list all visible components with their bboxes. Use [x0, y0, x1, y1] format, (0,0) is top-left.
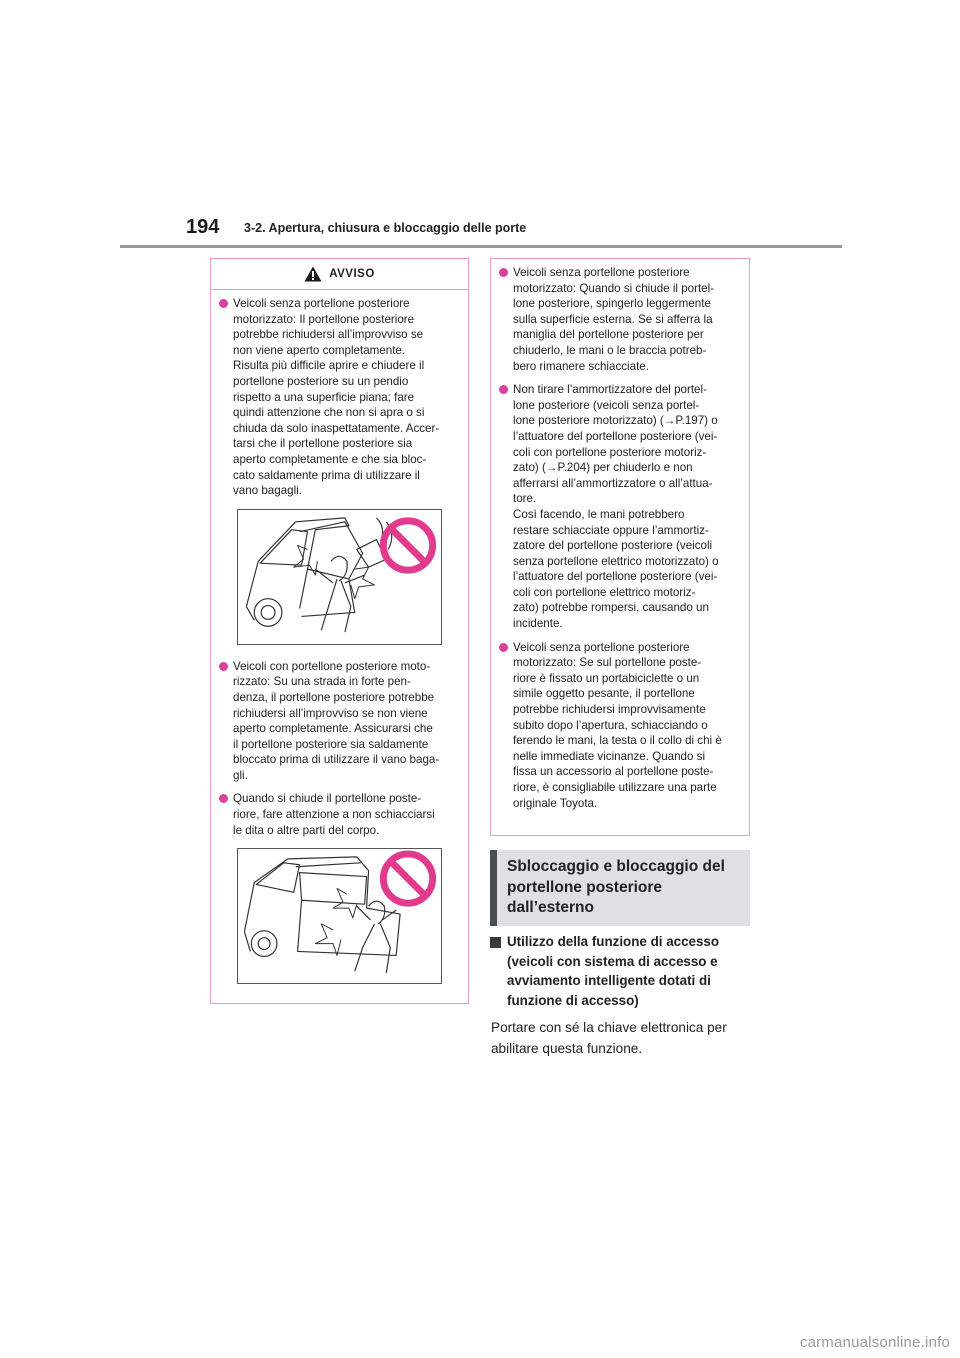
prohibition-icon [383, 854, 432, 903]
warning-item [219, 791, 460, 838]
page-number: 194 [186, 216, 220, 238]
warning-item [219, 659, 460, 784]
warning-item [219, 296, 460, 499]
subsection-heading [490, 932, 752, 1010]
warning-item [499, 265, 741, 374]
warning-item [499, 640, 741, 812]
warning-item-text: Veicoli senza portellone posteriore motorizzato: Quando si chiude il portel- lone posteriore, spingerlo leggermente sulla superficie esterna. Se si afferra la maniglia del portellone posteriore per chiuderlo, le mani o le braccia potreb- bero rimanere schiacciate. [513, 266, 715, 373]
tailgate-slope-illustration [237, 509, 442, 645]
bullet-icon [499, 268, 508, 277]
warning-title: AVVISO [329, 268, 375, 280]
warning-item [499, 382, 741, 632]
warning-triangle-icon [304, 266, 322, 282]
bullet-icon [219, 662, 228, 671]
bullet-icon [499, 643, 508, 652]
warning-item-text: Quando si chiude il portellone poste- riore, fare attenzione a non schiacciarsi le dita o altre parti del corpo. [233, 792, 435, 837]
prohibition-icon [383, 521, 432, 570]
subsection-body: Portare con sé la chiave elettronica per abilitare questa funzione. [491, 1020, 727, 1056]
subsection-title: Utilizzo della funzione di accesso (veicoli con sistema di accesso e avviamento intelligente dotati di funzione di accesso) [507, 934, 720, 1008]
chapter-title: 3-2. Apertura, chiusura e bloccaggio delle porte [244, 221, 527, 235]
section-header [490, 850, 750, 926]
bullet-icon [219, 794, 228, 803]
bullet-icon [499, 385, 508, 394]
warning-item-text: Veicoli senza portellone posteriore motorizzato: Se sul portellone poste- riore è fissato un portabiciclette o un simile oggetto pesante, il portellone potrebbe richiudersi improvvisamente subito dopo l’apertura, schiacciando o ferendo le mani, la testa o il collo di chi è nelle immediate vicinanze. Quando si fissa un accessorio al portellone poste- riore, è consigliabile utilizzare una parte originale Toyota. [513, 640, 722, 810]
finger-pinch-drawing [238, 849, 441, 983]
warning-header [211, 259, 468, 290]
finger-pinch-illustration [237, 848, 442, 984]
warning-box-right [490, 258, 750, 836]
header-rule [120, 245, 842, 248]
warning-item-text: Veicoli con portellone posteriore moto- rizzato: Su una strada in forte pen- denza, il portellone posteriore potrebbe richiudersi all’improvviso se non viene aperto completamente. Assicurarsi che il portellone posteriore sia saldamente bloccato prima di utilizzare il vano baga- gli. [233, 659, 440, 782]
warning-item-text: Non tirare l’ammortizzatore del portel- lone posteriore (veicoli senza portel- lone posteriore motorizzato) (→P.197) o l’attuatore del portellone posteriore (vei- coli con portellone posteriore motoriz- zato) (→P.204) per chiuderlo e non afferrarsi all’ammortizzatore o all’attua- tore. Così facendo, le mani potrebbero restare schiacciate oppure l’ammortiz- zatore del portellone posteriore (veicoli senza portellone elettrico motorizzato) o l’attuatore del portellone posteriore (vei- coli con portellone elettrico motoriz- zato) potrebbe rompersi, causando un incidente. [513, 383, 719, 631]
warning-box-left [210, 258, 469, 1004]
square-bullet-icon [490, 937, 501, 948]
warning-item-text: Veicoli senza portellone posteriore motorizzato: Il portellone posteriore potrebbe richiudersi all’improvviso se non viene aperto completamente. Risulta più difficile aprire e chiudere il portellone posteriore su un pendio rispetto a una superficie piana; fare quindi attenzione che non si apra o si chiuda da solo inaspettatamente. Accer- tarsi che il portellone posteriore sia aperto completamente e che sia bloc- cato saldamente prima di utilizzare il vano bagagli. [233, 297, 440, 498]
footer-watermark: carmanualsonline.info [799, 1334, 950, 1351]
bullet-icon [219, 299, 228, 308]
tailgate-slope-drawing [238, 510, 441, 644]
section-title: Sbloccaggio e bloccaggio del portellone posteriore dall’esterno [507, 858, 725, 916]
